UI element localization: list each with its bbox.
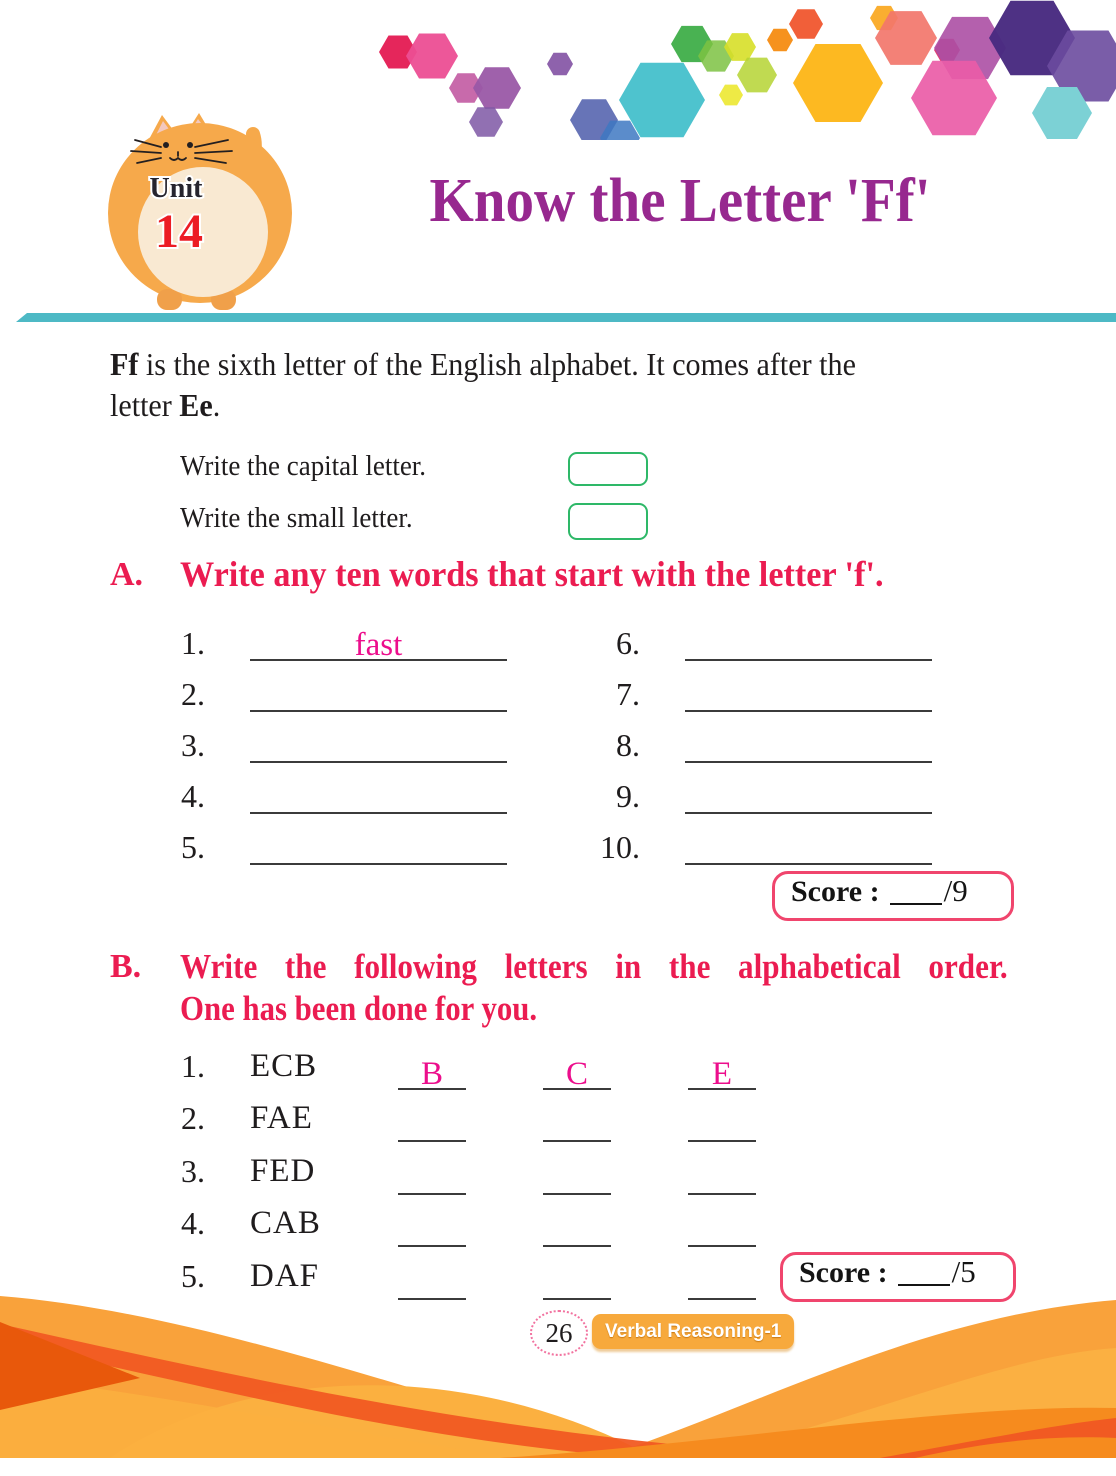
b-answer-blank[interactable] [398,1193,466,1248]
b-row-3 [150,1142,756,1195]
b-item-number: 1. [181,1047,205,1084]
score-total: /5 [951,1254,976,1289]
b-row-2 [150,1090,756,1143]
a-item-number: 4. [181,778,205,815]
a-item-number: 2. [181,676,205,713]
b-answer-blank[interactable] [688,1193,756,1248]
b-answer-blank[interactable]: E [688,1035,756,1090]
b-answer-blank[interactable] [398,1035,466,1090]
a-item-number: 6. [616,625,640,662]
page-number-badge: 26 [530,1310,588,1356]
a-item-3 [150,712,507,763]
a-answer-blank[interactable] [685,812,932,865]
a-item-9 [585,763,932,814]
b-letter-group: DAF [250,1257,320,1294]
b-row-4 [150,1195,756,1248]
section-a-left-column [150,610,507,865]
a-item-10 [585,814,932,865]
a-item-2 [150,661,507,712]
section-b-heading-line1: Write the following letters in the alphabetical order. [180,947,1008,986]
unit-number: 14 [155,205,203,258]
a-item-number: 1. [181,625,205,662]
a-answer-blank[interactable] [685,659,932,712]
section-b-label: B. [110,948,142,985]
a-answer-blank[interactable] [250,761,507,814]
b-answer-text: B [420,1055,443,1092]
b-item-number: 5. [181,1257,205,1294]
a-item-7 [585,661,932,712]
a-item-number: 10. [600,829,640,866]
b-answer-blank[interactable]: C [543,1035,611,1090]
a-answer-blank[interactable] [685,761,932,814]
small-letter-box[interactable] [568,503,648,540]
a-answer-blank[interactable] [685,710,932,763]
b-answer-blank[interactable] [688,1088,756,1143]
a-item-number: 5. [181,829,205,866]
b-answer-blank[interactable] [543,1140,611,1195]
b-answer-blank[interactable] [543,1193,611,1248]
cat-foot-left [157,289,182,310]
a-item-number: 8. [616,727,640,764]
b-answer-blank[interactable] [543,1088,611,1143]
book-title-pill: Verbal Reasoning-1 [592,1314,794,1349]
waves-decoration-icon [0,1286,1116,1458]
cat-mascot [95,105,305,315]
section-a-right-column [585,610,932,865]
prompt-small-letter: Write the small letter. [180,502,413,534]
score-label: Score : [791,875,880,908]
a-item-5 [150,814,507,865]
a-item-number: 3. [181,727,205,764]
b-letter-group: ECB [250,1047,318,1084]
a-item-number: 7. [616,676,640,713]
section-b-heading-line2: One has been done for you. [180,989,538,1028]
a-answer-blank[interactable] [250,710,507,763]
score-box-a [772,871,1014,921]
a-answer-text: fast [354,627,403,663]
section-b-list [150,1037,756,1300]
a-answer-blank[interactable] [250,812,507,865]
b-letter-group: CAB [250,1205,321,1241]
page-title: Know the Letter 'Ff' [429,167,931,235]
a-item-1 [150,610,507,661]
a-item-8 [585,712,932,763]
a-item-6 [585,610,932,661]
intro-text: Ff is the sixth letter of the English alphabet. It comes after the letter Ee. [110,346,856,423]
b-answer-blank[interactable] [398,1088,466,1143]
unit-label: Unit [149,173,203,204]
capital-letter-box[interactable] [568,452,648,486]
a-item-number: 9. [616,778,640,815]
score-blank[interactable] [890,903,942,905]
section-a-heading: Write any ten words that start with the letter 'f'. [180,554,884,594]
b-letter-group: FAE [250,1100,313,1136]
b-item-number: 3. [181,1152,205,1189]
prompt-capital-letter: Write the capital letter. [180,450,427,482]
score-total: /9 [943,873,968,908]
divider-rule [16,313,1116,322]
b-letter-group: FED [250,1152,316,1189]
a-item-4 [150,763,507,814]
a-answer-blank[interactable] [250,608,507,661]
b-item-number: 2. [181,1100,205,1136]
b-answer-blank[interactable] [398,1140,466,1195]
score-label: Score : [799,1256,888,1289]
b-answer-blank[interactable] [688,1140,756,1195]
a-answer-blank[interactable] [685,608,932,661]
b-item-number: 4. [181,1205,205,1241]
section-a-label: A. [110,556,144,593]
hexagon-decoration-icon [370,0,1116,140]
a-answer-blank[interactable] [250,659,507,712]
b-row-1 [150,1037,756,1090]
